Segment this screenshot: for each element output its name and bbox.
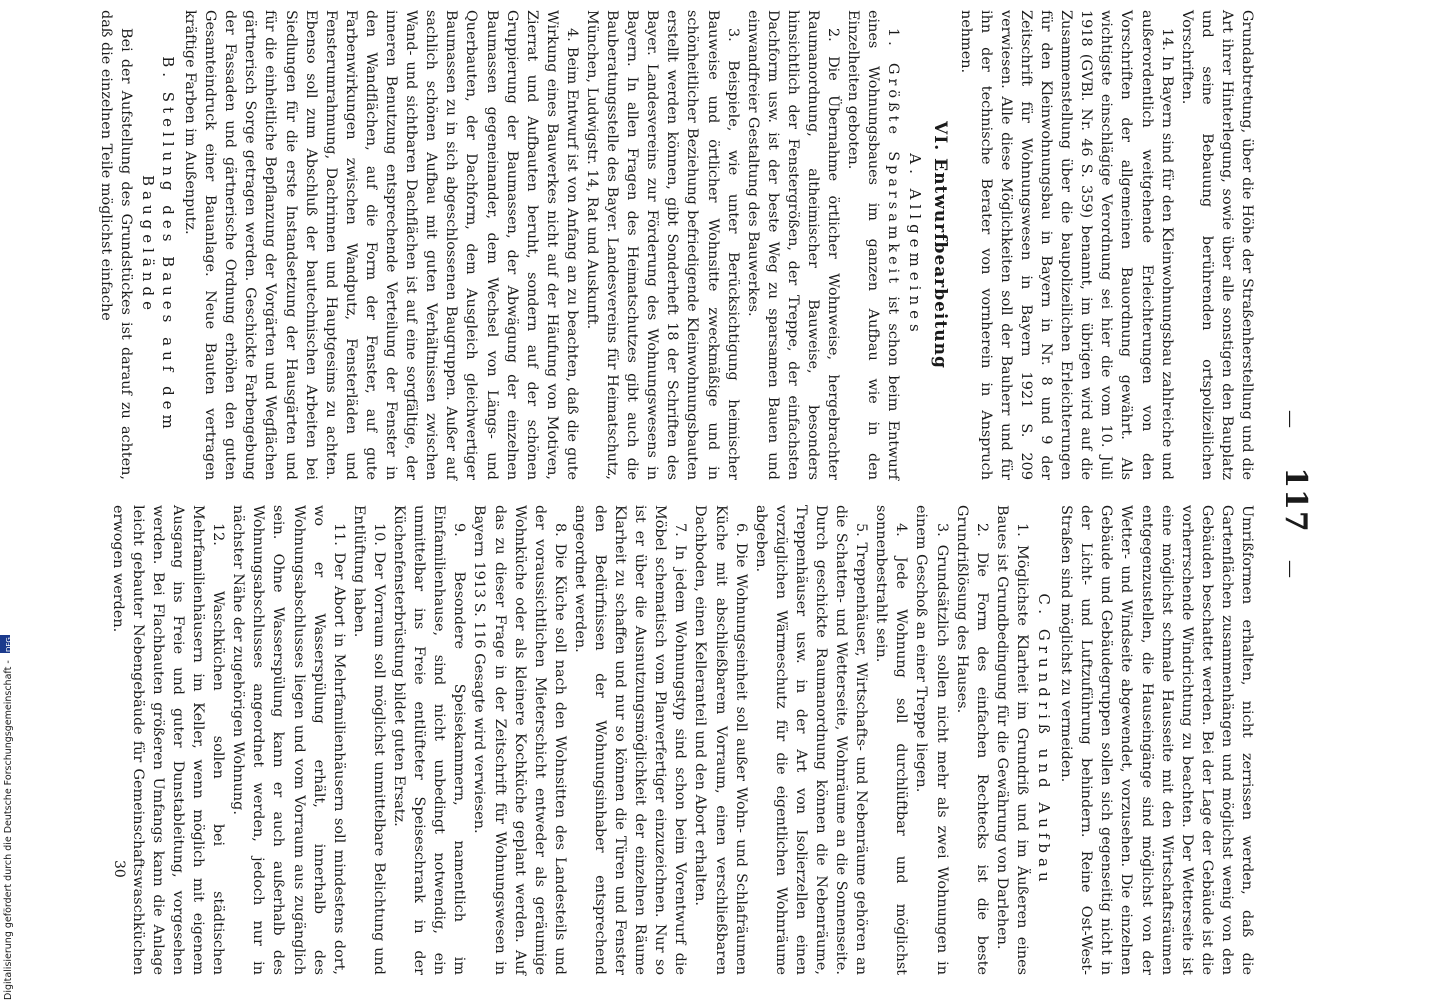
right-column (108, 505, 1257, 975)
paragraph-c11: 11. Der Abort in Mehrfamilienhäusern soll mindestens dort, wo er Wasserspülung erhält, innerhalb des Wohnungsabschlusses liegen und vom Vorraum aus zugänglich sein. Ohne Wasserspülung kann er auch außerhalb des Wohnungsabschlusses angeordnet werden, jedoch nur in nächster Nähe der zugehörigen Wohnung. (230, 505, 347, 975)
paragraph-2: 2. Die Übernahme örtlicher Wohnweise, hergebrachter Raumanordnung, altheimischer Bauweise, besonders hinsichtlich der Fenstergrößen, der Treppe, der einfachsten Dachform usw. ist der beste Weg zu sparsamen Bauen und einwandfreier Gestaltung des Bauwerkes. (744, 10, 842, 480)
paragraph-4: 4. Beim Entwurf ist von Anfang an zu beachten, daß die gute Wirkung eines Bauwerkes nicht auf der Häufung von Motiven, Zierrat und Aufbauten beruht, sondern auf der schönen Gruppierung der Baumassen, der Abwägung der einzelnen Baumassen gegeneinander, dem Wechsel von Längs- und Querbauten, der Dachform, dem Ausgleich gleichwertiger Baumassen zu in sich abgeschlossenen Baugruppen. Außer auf sachlich schönen Aufbau mit guten Verhältnissen zwischen Wand- und sichtbaren Dachflächen ist auf eine sorgfältige, der inneren Benutzung entsprechende Verteilung der Fenster in den Wandflächen, auf die Form der Fenster, auf gute Farbenwirkungen zwischen Wandputz, Fensterläden und Fensterumrahmung, Dachrinnen und Hauptgesims zu achten. Ebenso soll zum Abschluß der bautechnischen Arbeiten bei Siedlungen für die erste Instandsetzung der Hausgärten und für die einheitliche Bepflanzung der Vorgärten und Wegflächen gärtnerisch Sorge getragen werden. Geschickte Farbengebung der Fassaden und gärtnerische Ordnung erhöhen den guten Gesamteindruck einer Bauanlage. Neue Bauten vertragen kräftige Farben im Außenputz. (182, 10, 580, 480)
dfg-logo: DFG (0, 635, 10, 653)
header-dash-right: — (1280, 560, 1301, 578)
paragraph-1-lead: 1. Größte Sparsamkeit (885, 28, 902, 288)
paragraph-c5: 5. Treppenhäuser, Wirtschafts- und Nebenräume gehören an die Schatten- und Wetterseite, Wohnräume an die Sonnenseite. Durch geschickte Raumanordnung können die Nebenräume, Treppenhäuser usw. in der Art von Isolierzellen einen vorzüglichen Wärmeschutz für die eigentlichen Wohnräume abgeben. (752, 505, 870, 975)
digitization-credit (0, 600, 12, 1000)
scanned-page (17, 0, 1317, 1000)
paragraph-c7: 7. In jedem Wohnungstyp sind schon beim Vorentwurf die Möbel schematisch vom Planverfertiger einzuzeichnen. Nur so ist er über die Ausnutzungsmöglichkeit der einzelnen Räume Klarheit zu schaffen und nur so können die Türen und Fenster den Bedürfnissen der Wohnungsinhaber entsprechend angeordnet werden. (571, 505, 689, 975)
left-column (96, 10, 1257, 480)
paragraph-b: Bei der Aufstellung des Grundstückes ist darauf zu achten, daß die einzelnen Teile möglichst einfache (97, 10, 134, 480)
paragraph-c6: 6. Die Wohnungseinheit soll außer Wohn- und Schlafräumen Küche mit abschließbarem Vorraum, einen verschließbaren Dachboden, einen Kelleranteil und den Abort erhalten. (692, 505, 749, 975)
paragraph-c2: 2. Die Form des einfachen Rechtecks ist die beste Grundrißlösung des Hauses. (953, 505, 990, 975)
paragraph-c8: 8. Die Küche soll nach den Wohnsitten des Landesteils und der voraussichtlichen Mieterschicht entweder als geräumige Wohnküche oder als kleinere Kochküche geplant werden. Auf das zu dieser Frage in der Zeitschrift für Wohnungswesen in Bayern 1913 S. 116 Gesagte wird verwiesen. (471, 505, 568, 975)
paragraph-1 (843, 10, 903, 480)
paragraph-14: 14. In Bayern sind für den Kleinwohnungsbau zahlreiche und außerordentlich weitgehende Erleichterungen von den Vorschriften der allgemeinen Bauordnung gewährt. Als wichtigste einschlägige Verordnung sei hier die vom 10. Juli 1918 (GVBl. Nr. 46 S. 359) benannt, im übrigen wird auf die Zusammenstellung über die baupolizeilichen Erleichterungen für den Kleinwohnungsbau in Bayern in Nr. 8 und 9 der Zeitschrift für Wohnungswesen in Bayern 1921 S. 209 verwiesen. Alle diese Möglichkeiten soll der Bauherr und für ihn der technische Berater von vornherein in Anspruch nehmen. (957, 10, 1175, 480)
subheading-b: B. Stellung des Baues auf dem Baugelände (138, 56, 178, 434)
subheading-c: C. Grundriß und Aufbau (1035, 593, 1054, 887)
paragraph-continued: Umrißformen erhalten, nicht zerrissen werden, daß die Gartenflächen zusammenhängen und möglichst wenig von den Gebäuden beschattet werden. Bei der Lage der Gebäude ist die vorherrschende Windrichtung zu beachten. Der Wetterseite ist eine möglichst schmale Hausseite mit den Wirtschaftsräumen entgegenzustellen, die Hauseingänge sind möglichst von der Wetter- und Windseite abgewendet, vorzusehen. Die einzelnen Gebäude und Gebäudegruppen sollen sich gegenseitig nicht in der Licht- und Luftzuführung behindern. Reine Ost-West-Straßen sind möglichst zu vermeiden. (1058, 505, 1255, 975)
paragraph-intro: Grundabtretung, über die Höhe der Straßenherstellung und die Art ihrer Hinterlegung, sowie über alle sonstigen den Bauplatz und seine Bebauung berührenden ortspolizeilichen Vorschriften. (1178, 10, 1255, 480)
header-dash-left: — (1280, 410, 1301, 428)
paragraph-c9: 9. Besondere Speisekammern, namentlich im Einfamilienhause, sind nicht unbedingt notwendig, ein unmittelbar ins Freie entlüfteter Speiseschrank in der Küchenfensterbrüstung bildet guten Ersatz. (391, 505, 468, 975)
paragraph-c3: 3. Grundsätzlich sollen nicht mehr als zwei Wohnungen in einem Geschoß an einer Treppe liegen. (913, 505, 950, 975)
paragraph-c10: 10. Der Vorraum soll möglichst unmittelbare Belichtung und Entlüftung haben. (350, 505, 387, 975)
paragraph-3: 3. Beispiele, wie unter Berücksichtigung heimischer Bauweise und örtlicher Wohnsitte zweckmäßige und in schönheitlicher Beziehung befriedigende Kleinwohnungsbauten erstellt werden können, gibt Sonderheft 18 der Schriften des Bayer. Landesvereins zur Förderung des Wohnungswesens in Bayern. In allen Fragen des Heimatschutzes gibt auch die Bauberatungsstelle des Bayer. Landesvereins für Heimatschutz, München, Ludwigstr. 14, Rat und Auskunft. (584, 10, 741, 480)
subheading-a: A. Allgemeines (906, 153, 925, 337)
sheet-number: 30 (111, 860, 127, 878)
section-heading-vi: VI. Entwurfbearbeitung (929, 121, 950, 369)
paragraph-c4: 4. Jede Wohnung soll durchlüftbar und möglichst sonnenbestrahlt sein. (873, 505, 910, 975)
paragraph-1-rest: ist schon beim Entwurf eines Wohnungsbaues im ganzen Aufbau wie in den Einzelheiten geboten. (845, 10, 902, 480)
paragraph-c12: 12. Waschküchen sollen bei städtischen Mehrfamilienhäusern im Keller, wenn möglich mit eigenem Ausgang ins Freie und guter Dunstableitung, vorgesehen werden. Bei Flachbauten größeren Umfangs kann die Anlage leicht gebauter Nebengebäude für Gemeinschaftswaschküchen erwogen werden. (109, 505, 227, 975)
page-header (1273, 0, 1313, 1000)
digitization-credit-text: Digitalisierung gefördert durch die Deutsche Forschungsgemeinschaft - (3, 660, 14, 1000)
paragraph-c1: 1. Möglichste Klarheit im Grundriß und im Äußeren eines Baues ist Grundbedingung für die Gewährung von Darlehen. (993, 505, 1030, 975)
page-number: 117 (1278, 467, 1313, 533)
